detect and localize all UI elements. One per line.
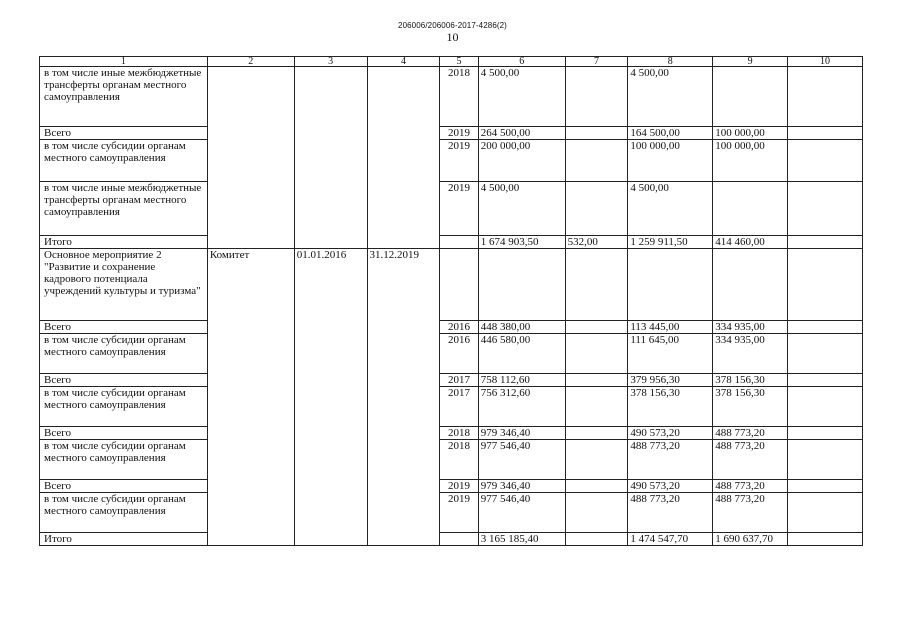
row-total: 3 165 185,40 bbox=[478, 533, 565, 546]
empty-cell bbox=[565, 249, 628, 321]
budget-table bbox=[39, 56, 863, 546]
row-total: 264 500,00 bbox=[478, 127, 565, 140]
row-col8: 488 773,20 bbox=[628, 493, 713, 533]
table-row bbox=[40, 67, 863, 127]
row-col7 bbox=[565, 334, 628, 374]
row-name: Итого bbox=[40, 236, 208, 249]
column-number: 8 bbox=[628, 57, 713, 67]
row-col8: 113 445,00 bbox=[628, 321, 713, 334]
row-year: 2017 bbox=[440, 374, 478, 387]
row-year: 2016 bbox=[440, 334, 478, 374]
row-col10 bbox=[788, 493, 863, 533]
activity-title-row bbox=[40, 249, 863, 321]
row-name: в том числе субсидии органам местного самоуправления bbox=[40, 387, 208, 427]
row-total: 200 000,00 bbox=[478, 140, 565, 182]
row-name: Итого bbox=[40, 533, 208, 546]
row-col9: 100 000,00 bbox=[713, 127, 788, 140]
row-name: Всего bbox=[40, 480, 208, 493]
table-row bbox=[40, 374, 863, 387]
row-col10 bbox=[788, 140, 863, 182]
table-row-total bbox=[40, 236, 863, 249]
row-name: Всего bbox=[40, 321, 208, 334]
row-col10 bbox=[788, 440, 863, 480]
column-number: 5 bbox=[440, 57, 478, 67]
row-col10 bbox=[788, 387, 863, 427]
row-name: в том числе субсидии органам местного самоуправления bbox=[40, 334, 208, 374]
row-col7 bbox=[565, 427, 628, 440]
row-col7 bbox=[565, 533, 628, 546]
row-col10 bbox=[788, 127, 863, 140]
row-col8: 490 573,20 bbox=[628, 427, 713, 440]
table-row bbox=[40, 182, 863, 236]
row-total: 977 546,40 bbox=[478, 493, 565, 533]
row-total: 977 546,40 bbox=[478, 440, 565, 480]
row-total: 4 500,00 bbox=[478, 182, 565, 236]
row-total: 979 346,40 bbox=[478, 427, 565, 440]
table-row bbox=[40, 321, 863, 334]
row-col8: 379 956,30 bbox=[628, 374, 713, 387]
row-total: 1 674 903,50 bbox=[478, 236, 565, 249]
row-col9: 488 773,20 bbox=[713, 427, 788, 440]
column-number: 1 bbox=[40, 57, 208, 67]
row-col8: 1 259 911,50 bbox=[628, 236, 713, 249]
table-row bbox=[40, 127, 863, 140]
row-col8: 1 474 547,70 bbox=[628, 533, 713, 546]
row-col8: 488 773,20 bbox=[628, 440, 713, 480]
end-date-cell bbox=[367, 67, 440, 249]
document-id: 206006/206006-2017-4286(2) bbox=[398, 21, 507, 30]
activity-title: Основное мероприятие 2 "Развитие и сохранение кадрового потенциала учреждений культуры и туризма" bbox=[40, 249, 208, 321]
column-number-row bbox=[40, 57, 863, 67]
row-col9: 488 773,20 bbox=[713, 480, 788, 493]
table-row bbox=[40, 493, 863, 533]
executor-cell bbox=[207, 67, 294, 249]
end-date: 31.12.2019 bbox=[367, 249, 440, 546]
row-col7 bbox=[565, 493, 628, 533]
row-col10 bbox=[788, 67, 863, 127]
row-col7 bbox=[565, 440, 628, 480]
row-col9: 488 773,20 bbox=[713, 493, 788, 533]
empty-cell bbox=[478, 249, 565, 321]
row-name: в том числе иные межбюджетные трансферты органам местного самоуправления bbox=[40, 182, 208, 236]
table-row bbox=[40, 334, 863, 374]
row-total: 4 500,00 bbox=[478, 67, 565, 127]
row-name: Всего bbox=[40, 374, 208, 387]
row-year bbox=[440, 533, 478, 546]
table-row bbox=[40, 480, 863, 493]
row-col10 bbox=[788, 321, 863, 334]
table-row bbox=[40, 427, 863, 440]
row-year: 2018 bbox=[440, 427, 478, 440]
row-col9: 488 773,20 bbox=[713, 440, 788, 480]
column-number: 7 bbox=[565, 57, 628, 67]
row-total: 758 112,60 bbox=[478, 374, 565, 387]
start-date-cell bbox=[294, 67, 367, 249]
row-col9: 100 000,00 bbox=[713, 140, 788, 182]
empty-cell bbox=[713, 249, 788, 321]
page-number: 10 bbox=[446, 30, 459, 44]
row-year: 2017 bbox=[440, 387, 478, 427]
row-col10 bbox=[788, 480, 863, 493]
row-total: 979 346,40 bbox=[478, 480, 565, 493]
row-col7 bbox=[565, 480, 628, 493]
row-col9: 334 935,00 bbox=[713, 321, 788, 334]
table-row bbox=[40, 387, 863, 427]
row-col9 bbox=[713, 182, 788, 236]
column-number: 4 bbox=[367, 57, 440, 67]
row-col9: 1 690 637,70 bbox=[713, 533, 788, 546]
row-total: 446 580,00 bbox=[478, 334, 565, 374]
row-name: в том числе субсидии органам местного самоуправления bbox=[40, 493, 208, 533]
row-col9: 378 156,30 bbox=[713, 374, 788, 387]
row-total: 756 312,60 bbox=[478, 387, 565, 427]
row-col7 bbox=[565, 140, 628, 182]
row-name: в том числе субсидии органам местного самоуправления bbox=[40, 140, 208, 182]
row-col7 bbox=[565, 67, 628, 127]
row-col7 bbox=[565, 321, 628, 334]
column-number: 9 bbox=[713, 57, 788, 67]
empty-cell bbox=[788, 249, 863, 321]
row-year bbox=[440, 236, 478, 249]
row-col8: 111 645,00 bbox=[628, 334, 713, 374]
row-name: Всего bbox=[40, 427, 208, 440]
row-year: 2016 bbox=[440, 321, 478, 334]
row-year: 2019 bbox=[440, 480, 478, 493]
row-col8: 4 500,00 bbox=[628, 182, 713, 236]
row-col7: 532,00 bbox=[565, 236, 628, 249]
table-row bbox=[40, 140, 863, 182]
row-col7 bbox=[565, 374, 628, 387]
column-number: 10 bbox=[788, 57, 863, 67]
table-row bbox=[40, 440, 863, 480]
row-col9: 378 156,30 bbox=[713, 387, 788, 427]
column-number: 3 bbox=[294, 57, 367, 67]
column-number: 6 bbox=[478, 57, 565, 67]
row-year: 2018 bbox=[440, 67, 478, 127]
row-total: 448 380,00 bbox=[478, 321, 565, 334]
row-col10 bbox=[788, 236, 863, 249]
row-year: 2019 bbox=[440, 127, 478, 140]
row-col8: 378 156,30 bbox=[628, 387, 713, 427]
empty-cell bbox=[440, 249, 478, 321]
row-col8: 4 500,00 bbox=[628, 67, 713, 127]
row-col9: 414 460,00 bbox=[713, 236, 788, 249]
row-col8: 164 500,00 bbox=[628, 127, 713, 140]
row-col10 bbox=[788, 533, 863, 546]
empty-cell bbox=[628, 249, 713, 321]
row-name: Всего bbox=[40, 127, 208, 140]
row-year: 2018 bbox=[440, 440, 478, 480]
row-col10 bbox=[788, 427, 863, 440]
row-col9 bbox=[713, 67, 788, 127]
table-row-total bbox=[40, 533, 863, 546]
row-col7 bbox=[565, 182, 628, 236]
row-col10 bbox=[788, 374, 863, 387]
row-year: 2019 bbox=[440, 493, 478, 533]
row-col10 bbox=[788, 334, 863, 374]
row-col10 bbox=[788, 182, 863, 236]
column-number: 2 bbox=[207, 57, 294, 67]
row-col8: 490 573,20 bbox=[628, 480, 713, 493]
row-name: в том числе иные межбюджетные трансферты органам местного самоуправления bbox=[40, 67, 208, 127]
start-date: 01.01.2016 bbox=[294, 249, 367, 546]
row-name: в том числе субсидии органам местного самоуправления bbox=[40, 440, 208, 480]
row-col7 bbox=[565, 387, 628, 427]
row-year: 2019 bbox=[440, 140, 478, 182]
row-year: 2019 bbox=[440, 182, 478, 236]
row-col7 bbox=[565, 127, 628, 140]
executor: Комитет bbox=[207, 249, 294, 546]
row-col9: 334 935,00 bbox=[713, 334, 788, 374]
row-col8: 100 000,00 bbox=[628, 140, 713, 182]
